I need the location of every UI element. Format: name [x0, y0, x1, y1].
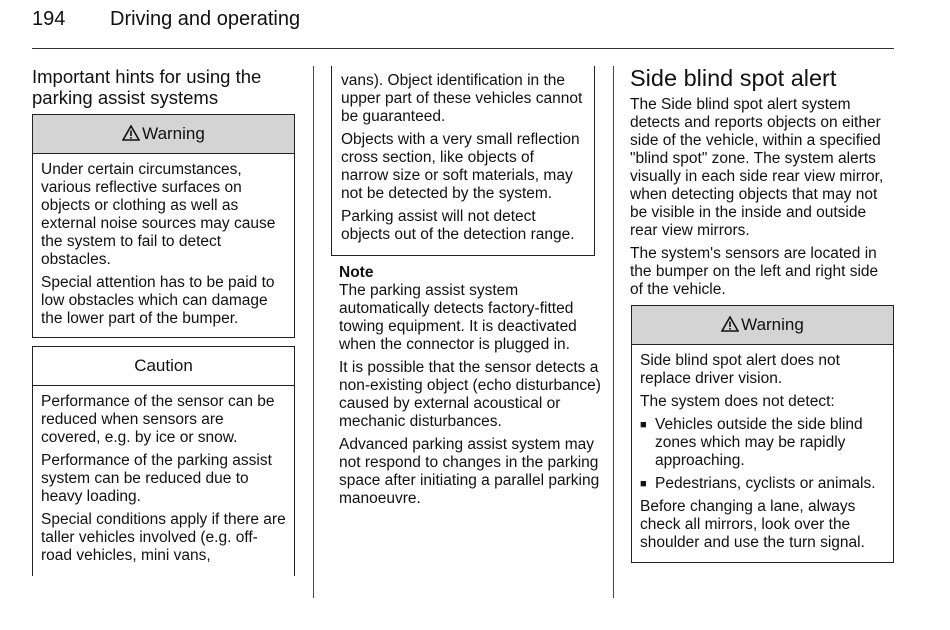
caution-title: Caution: [134, 356, 193, 375]
warning-triangle-icon: [721, 316, 739, 332]
page-number: 194: [32, 8, 66, 30]
warning-body: [33, 154, 294, 339]
intro-text: [630, 96, 895, 304]
column-divider-2: [613, 66, 614, 598]
caution-box-header: [33, 347, 294, 386]
body-paragraph: The Side blind spot alert system detects and reports objects on either side of the vehicle, within a specified "blind spot" zone. The system alerts visually in each side rear view mirror, when detecting objects that may not be visible in the inside and outside rear view mirrors.: [630, 96, 884, 239]
chapter-title: Driving and operating: [110, 8, 301, 30]
warning-box-blind-spot: [631, 305, 894, 563]
warning-body: [632, 345, 893, 563]
note-title: Note: [339, 264, 374, 281]
caution-paragraph: Objects with a very small reflection cross section, like objects of narrow size or soft materials, may not be detected by the system.: [341, 131, 580, 202]
caution-box: [32, 346, 295, 576]
warning-box-parking: [32, 114, 295, 338]
caution-box-continued: [331, 66, 595, 256]
caution-paragraph: Special conditions apply if there are taller vehicles involved (e.g. off-road vehicles, mini vans,: [41, 511, 286, 564]
warning-box-header: [632, 306, 893, 345]
header-rule: [32, 48, 894, 49]
body-paragraph: The system's sensors are located in the bumper on the left and right side of the vehicle.: [630, 245, 879, 298]
caution-body: [33, 386, 294, 576]
warning-title: Warning: [142, 124, 205, 143]
note-paragraph: Advanced parking assist system may not respond to changes in the parking space after initiating a parallel parking manoeuvre.: [339, 436, 600, 507]
bullet-list: [640, 416, 885, 493]
column-divider-1: [313, 66, 314, 598]
caution-paragraph: vans). Object identification in the upper part of these vehicles cannot be guaranteed.: [341, 72, 583, 125]
list-item: ■ Pedestrians, cyclists or animals.: [640, 475, 885, 493]
note-paragraph: It is possible that the sensor detects a non-existing object (echo disturbance) caused by external acoustical or mechanic disturbances.: [339, 359, 601, 430]
note-paragraph: The parking assist system automatically detects factory-fitted towing equipment. It is deactivated when the connector is plugged in.: [339, 282, 577, 353]
warning-paragraph: Special attention has to be paid to low obstacles which can damage the lower part of the bumper.: [41, 274, 275, 327]
list-item: ■ Vehicles outside the side blind zones which may be rapidly approaching.: [640, 416, 885, 470]
warning-intro: Side blind spot alert does not replace driver vision.: [640, 352, 840, 387]
warning-box-header: [33, 115, 294, 154]
section-heading: Side blind spot alert: [630, 65, 837, 91]
caution-paragraph: Performance of the sensor can be reduced when sensors are covered, e.g. by ice or snow.: [41, 393, 275, 446]
warning-title: Warning: [741, 315, 804, 334]
warning-paragraph: Under certain circumstances, various reflective surfaces on objects or clothing as well as external noise sources may cause the system to fail to detect obstacles.: [41, 161, 276, 268]
caution-paragraph: Performance of the parking assist system can be reduced due to heavy loading.: [41, 452, 272, 505]
note-block: [339, 264, 601, 513]
caution-paragraph: Parking assist will not detect objects out of the detection range.: [341, 208, 575, 243]
warning-lead: The system does not detect:: [640, 393, 835, 410]
warning-closing: Before changing a lane, always check all mirrors, look over the shoulder and use the turn signal.: [640, 498, 865, 551]
warning-triangle-icon: [122, 125, 140, 141]
section-subheading: Important hints for using the parking assist systems: [32, 66, 262, 108]
